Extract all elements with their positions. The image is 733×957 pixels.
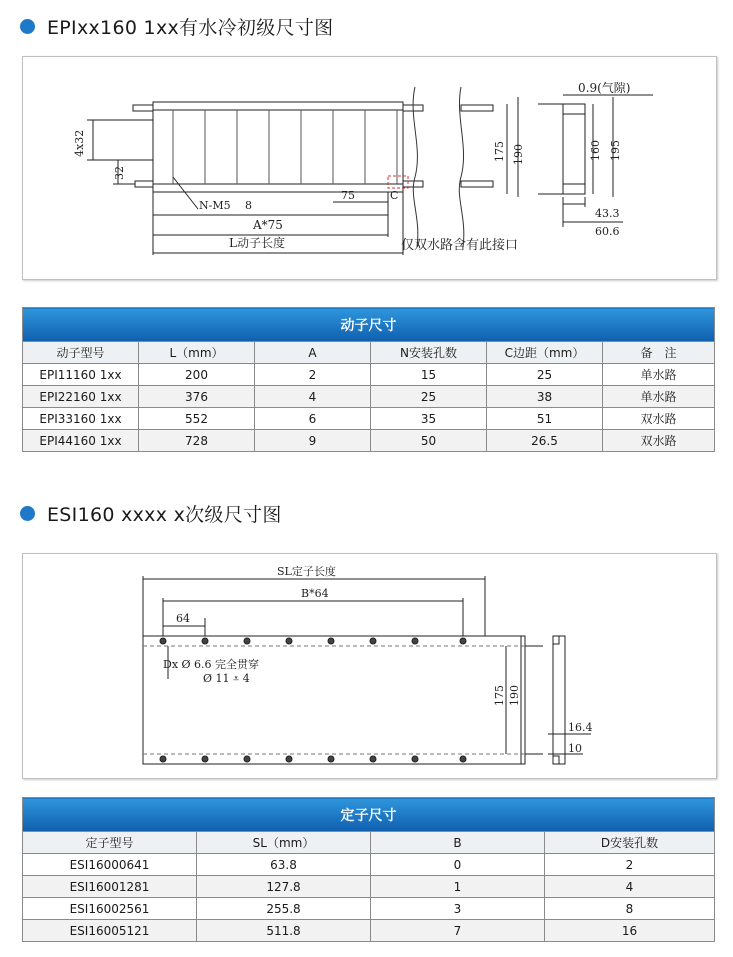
cell: 51	[487, 408, 603, 430]
cell: 127.8	[197, 876, 371, 898]
cell: 63.8	[197, 854, 371, 876]
cell: 9	[255, 430, 371, 452]
col-header-n: N安装孔数	[371, 342, 487, 364]
col-header-d: D安装孔数	[545, 832, 715, 854]
cell: 511.8	[197, 920, 371, 942]
cell: 50	[371, 430, 487, 452]
cell: 1	[371, 876, 545, 898]
cell: ESI16000641	[23, 854, 197, 876]
cell: 26.5	[487, 430, 603, 452]
dim-190-label: 190	[508, 685, 521, 706]
dim-190-label: 190	[512, 144, 525, 165]
col-header-b: B	[371, 832, 545, 854]
dim-10-label: 10	[568, 742, 582, 755]
table-row	[23, 854, 715, 876]
dim-175-label: 175	[493, 141, 506, 162]
cell: 7	[371, 920, 545, 942]
dim-l-label: L动子长度	[229, 236, 285, 250]
dim-sl-label: SL定子长度	[277, 565, 336, 578]
cell: 单水路	[603, 386, 715, 408]
cell: 15	[371, 364, 487, 386]
secondary-drawing-svg	[23, 554, 716, 778]
dim-160-label: 160	[589, 140, 602, 161]
cell: 双水路	[603, 408, 715, 430]
dim-433-label: 43.3	[595, 207, 620, 220]
bullet-icon	[20, 506, 35, 521]
col-header-model: 定子型号	[23, 832, 197, 854]
dim-nm5-label: N-M5	[199, 199, 231, 212]
dim-75-label: 75	[341, 189, 355, 202]
cell: ESI16001281	[23, 876, 197, 898]
col-header-c: C边距（mm）	[487, 342, 603, 364]
cell: EPI11160 1xx	[23, 364, 139, 386]
secondary-dimension-drawing	[22, 553, 717, 779]
col-header-a: A	[255, 342, 371, 364]
cell: 4	[255, 386, 371, 408]
table-row	[23, 386, 715, 408]
section-title-secondary: ESI160 xxxx x次级尺寸图	[20, 498, 282, 528]
interface-note: 仅双水路含有此接口	[401, 238, 519, 253]
dim-b64-label: B*64	[301, 587, 329, 600]
cell: 2	[255, 364, 371, 386]
primary-dimension-drawing	[22, 56, 717, 280]
table-row	[23, 898, 715, 920]
cell: 200	[139, 364, 255, 386]
dim-175-label: 175	[493, 685, 506, 706]
col-header-remark: 备 注	[603, 342, 715, 364]
cell: 双水路	[603, 430, 715, 452]
cell: 25	[487, 364, 603, 386]
cell: ESI16005121	[23, 920, 197, 942]
cell: 25	[371, 386, 487, 408]
cell: 376	[139, 386, 255, 408]
cell: 8	[545, 898, 715, 920]
cell: 6	[255, 408, 371, 430]
table-caption: 动子尺寸	[23, 308, 715, 342]
col-header-sl: SL（mm）	[197, 832, 371, 854]
table-row	[23, 920, 715, 942]
cell: 35	[371, 408, 487, 430]
dim-c-label: C	[390, 189, 399, 202]
table-row	[23, 364, 715, 386]
table-row	[23, 876, 715, 898]
hole-spec-line2: Ø 11 ⩡ 4	[203, 672, 250, 685]
dim-gap-label: 0.9(气隙)	[578, 81, 631, 95]
hole-spec-line1: Dx Ø 6.6 完全贯穿	[163, 658, 260, 671]
dim-195-label: 195	[609, 140, 622, 161]
table-row	[23, 430, 715, 452]
cell: 3	[371, 898, 545, 920]
cell: 单水路	[603, 364, 715, 386]
dim-nm5-depth-label: 8	[245, 199, 252, 212]
table-row	[23, 408, 715, 430]
bullet-icon	[20, 19, 35, 34]
dim-4x32-label: 4x32	[73, 129, 86, 157]
dim-606-label: 60.6	[595, 225, 620, 238]
primary-drawing-svg	[23, 57, 716, 279]
dim-a75-label: A*75	[253, 218, 283, 232]
cell: 552	[139, 408, 255, 430]
cell: 0	[371, 854, 545, 876]
dim-164-label: 16.4	[568, 721, 593, 734]
section-title-primary: EPIxx160 1xx有水冷初级尺寸图	[20, 11, 333, 41]
stator-dimensions-table	[22, 797, 715, 942]
col-header-model: 动子型号	[23, 342, 139, 364]
cell: 16	[545, 920, 715, 942]
cell: EPI44160 1xx	[23, 430, 139, 452]
table-caption: 定子尺寸	[23, 798, 715, 832]
dim-32-label: 32	[113, 166, 126, 180]
cell: 4	[545, 876, 715, 898]
dim-64-label: 64	[176, 612, 190, 625]
cell: 2	[545, 854, 715, 876]
cell: EPI22160 1xx	[23, 386, 139, 408]
cell: ESI16002561	[23, 898, 197, 920]
col-header-l: L（mm）	[139, 342, 255, 364]
mover-dimensions-table	[22, 307, 715, 452]
cell: 728	[139, 430, 255, 452]
cell: 255.8	[197, 898, 371, 920]
cell: EPI33160 1xx	[23, 408, 139, 430]
cell: 38	[487, 386, 603, 408]
